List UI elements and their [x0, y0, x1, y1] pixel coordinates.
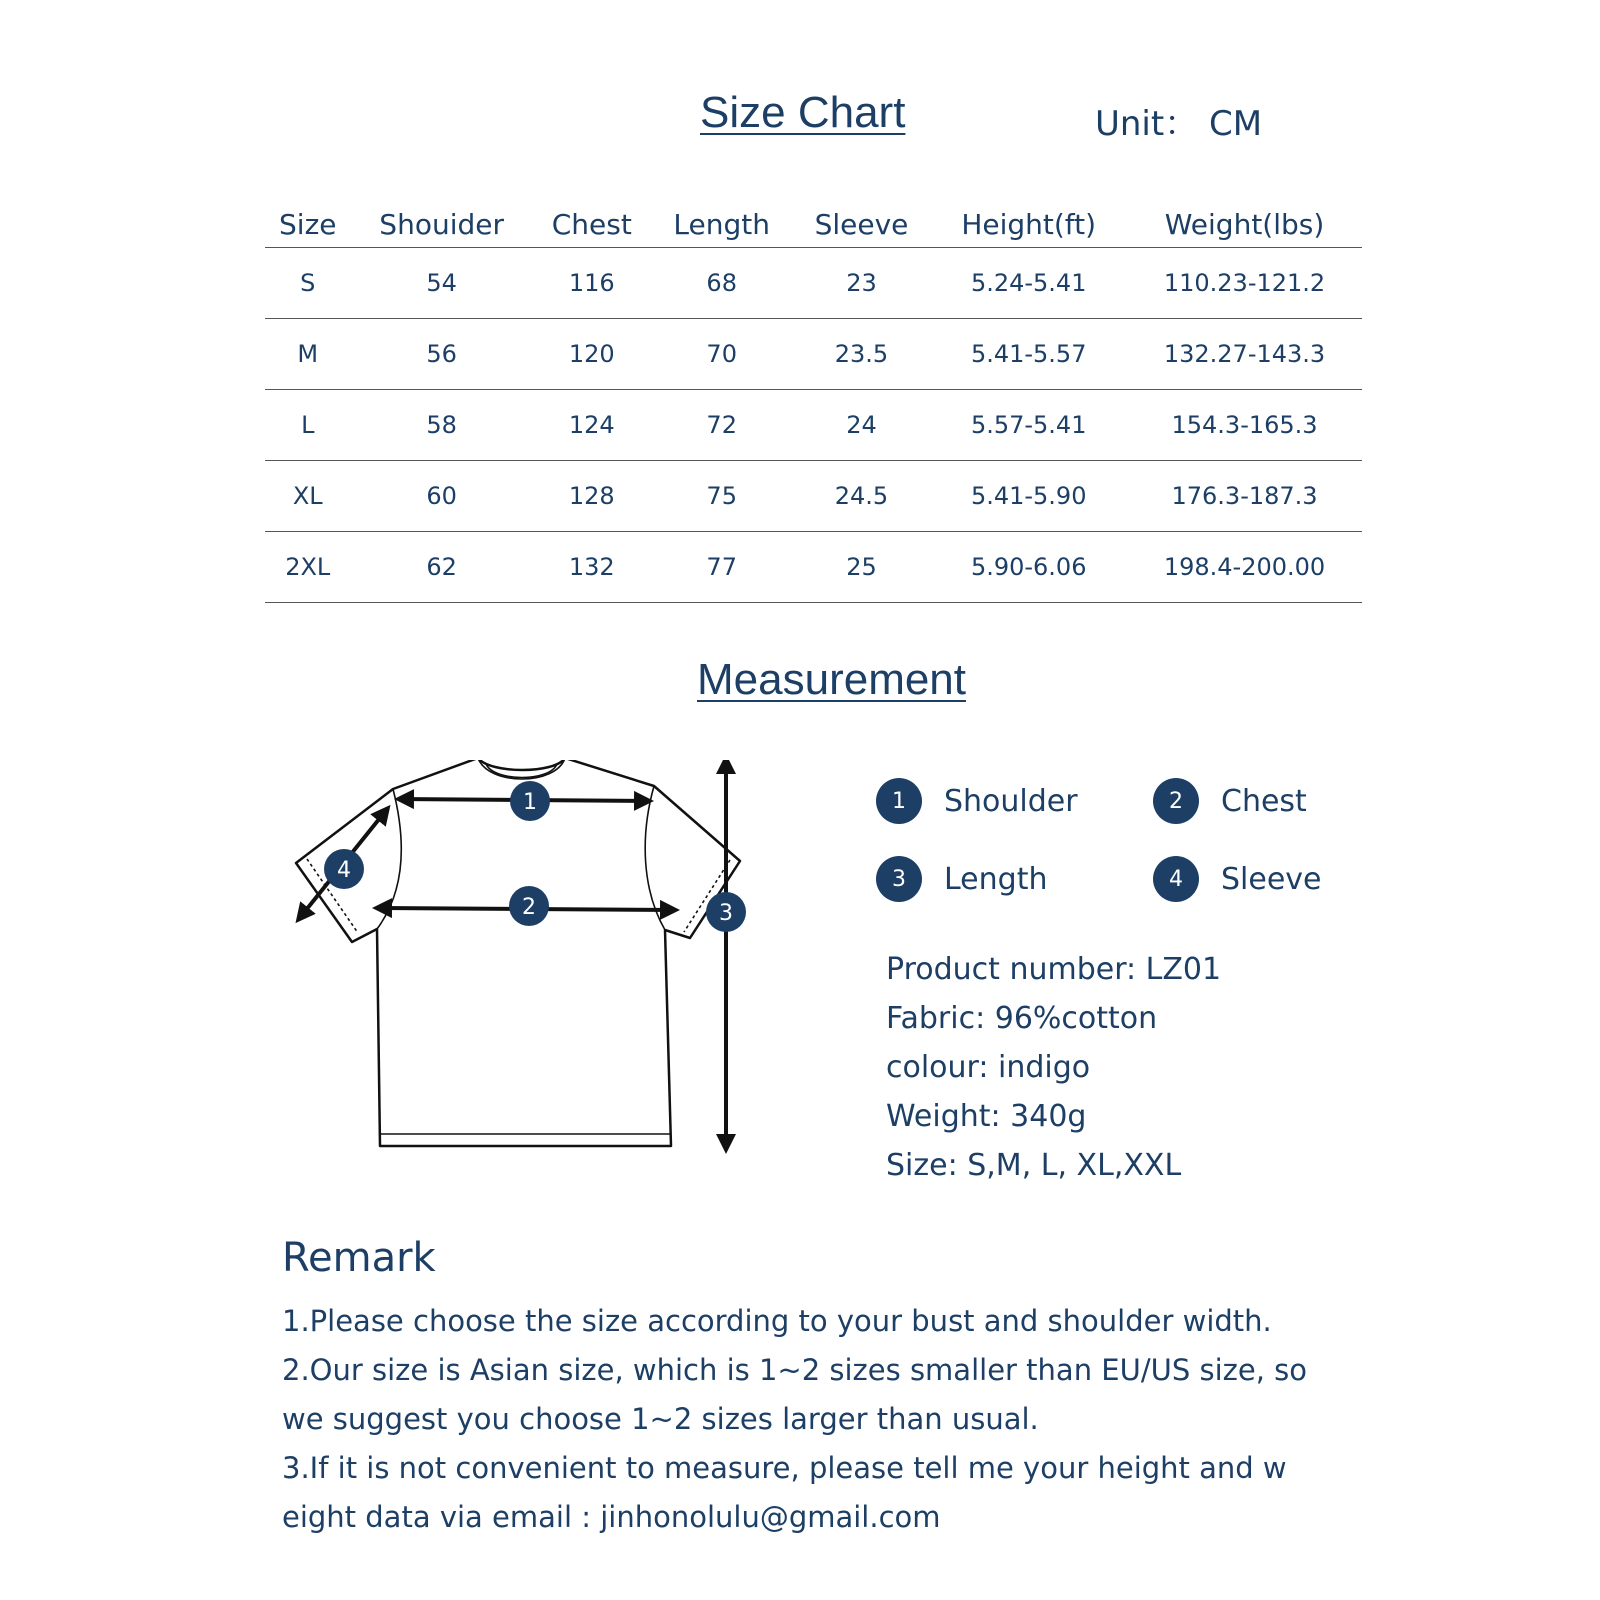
badge-length	[706, 892, 746, 932]
svg-text:4: 4	[337, 858, 351, 883]
badge-shoulder	[510, 781, 550, 821]
svg-text:1: 1	[523, 790, 537, 815]
cell-height: 5.41-5.57	[930, 319, 1127, 390]
cell-height: 5.41-5.90	[930, 461, 1127, 532]
cell-chest: 116	[533, 248, 651, 319]
cell-shoulder: 54	[351, 248, 533, 319]
legend-label: Chest	[1221, 783, 1307, 819]
remark-line: 3.If it is not convenient to measure, please tell me your height and w	[282, 1451, 1287, 1485]
remark-line: eight data via email : jinhonolulu@gmail.com	[282, 1500, 941, 1534]
tshirt-diagram	[280, 760, 760, 1180]
cell-weight: 110.23-121.2	[1127, 248, 1362, 319]
available-sizes: Size: S,M, L, XL,XXL	[886, 1148, 1182, 1183]
cell-length: 68	[651, 248, 793, 319]
table-row	[265, 532, 1362, 603]
col-header-shoulder: Shouider	[351, 190, 533, 248]
remark-line: we suggest you choose 1~2 sizes larger than usual.	[282, 1402, 1039, 1436]
cell-sleeve: 24.5	[793, 461, 931, 532]
badge-sleeve	[324, 849, 364, 889]
legend-sleeve	[1153, 856, 1322, 902]
cell-size: XL	[265, 461, 351, 532]
cell-chest: 132	[533, 532, 651, 603]
legend-badge: 3	[876, 856, 922, 902]
tshirt-outline	[296, 760, 740, 1146]
product-number: Product number: LZ01	[886, 952, 1222, 987]
col-header-sleeve: Sleeve	[793, 190, 931, 248]
cell-weight: 132.27-143.3	[1127, 319, 1362, 390]
legend-shoulder	[876, 778, 1078, 824]
cell-weight: 154.3-165.3	[1127, 390, 1362, 461]
legend-label: Length	[944, 861, 1048, 897]
legend-label: Sleeve	[1221, 861, 1322, 897]
cell-height: 5.90-6.06	[930, 532, 1127, 603]
cell-sleeve: 25	[793, 532, 931, 603]
cell-sleeve: 24	[793, 390, 931, 461]
unit-label: Unit： CM	[1095, 104, 1263, 144]
legend-chest	[1153, 778, 1307, 824]
table-row	[265, 319, 1362, 390]
remark-line: 1.Please choose the size according to your bust and shoulder width.	[282, 1304, 1272, 1338]
cell-length: 77	[651, 532, 793, 603]
table-row	[265, 248, 1362, 319]
legend-label: Shoulder	[944, 783, 1078, 819]
colour: colour: indigo	[886, 1050, 1091, 1085]
cell-length: 75	[651, 461, 793, 532]
cell-sleeve: 23	[793, 248, 931, 319]
cell-chest: 124	[533, 390, 651, 461]
size-table-header	[265, 190, 1362, 248]
cell-size: 2XL	[265, 532, 351, 603]
cell-shoulder: 58	[351, 390, 533, 461]
badge-chest	[509, 886, 549, 926]
cell-shoulder: 60	[351, 461, 533, 532]
cell-length: 72	[651, 390, 793, 461]
remark-list	[282, 1297, 1342, 1542]
product-info	[886, 945, 1221, 1190]
cell-length: 70	[651, 319, 793, 390]
weight: Weight: 340g	[886, 1099, 1087, 1134]
cell-shoulder: 56	[351, 319, 533, 390]
remark-title: Remark	[282, 1235, 436, 1281]
cell-chest: 120	[533, 319, 651, 390]
col-header-height: Height(ft)	[930, 190, 1127, 248]
measurement-title: Measurement	[697, 655, 967, 704]
table-row	[265, 461, 1362, 532]
legend-length	[876, 856, 1047, 902]
col-header-length: Length	[651, 190, 793, 248]
cell-size: L	[265, 390, 351, 461]
col-header-weight: Weight(lbs)	[1127, 190, 1362, 248]
cell-height: 5.24-5.41	[930, 248, 1127, 319]
size-table	[265, 190, 1362, 603]
col-header-size: Size	[265, 190, 351, 248]
cell-size: S	[265, 248, 351, 319]
legend-badge: 4	[1153, 856, 1199, 902]
svg-text:2: 2	[522, 895, 536, 920]
cell-shoulder: 62	[351, 532, 533, 603]
cell-sleeve: 23.5	[793, 319, 931, 390]
col-header-chest: Chest	[533, 190, 651, 248]
legend-badge: 2	[1153, 778, 1199, 824]
cell-height: 5.57-5.41	[930, 390, 1127, 461]
remark-line: 2.Our size is Asian size, which is 1~2 sizes smaller than EU/US size, so	[282, 1353, 1307, 1387]
table-row	[265, 390, 1362, 461]
cell-chest: 128	[533, 461, 651, 532]
size-chart-title: Size Chart	[700, 88, 906, 137]
cell-weight: 198.4-200.00	[1127, 532, 1362, 603]
cell-weight: 176.3-187.3	[1127, 461, 1362, 532]
fabric: Fabric: 96%cotton	[886, 1001, 1158, 1036]
legend-badge: 1	[876, 778, 922, 824]
cell-size: M	[265, 319, 351, 390]
svg-text:3: 3	[719, 901, 733, 926]
